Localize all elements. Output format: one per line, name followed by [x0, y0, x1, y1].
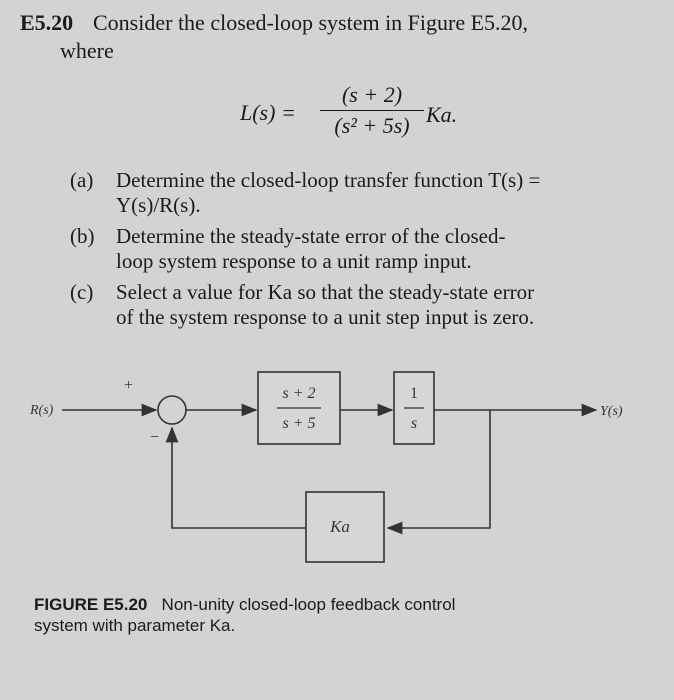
equation-gain: Ka. [426, 102, 458, 127]
block1-numerator: s + 2 [282, 385, 316, 402]
part-text [116, 280, 656, 330]
block2-denominator: s [410, 415, 418, 432]
feedback-block-label: Ka [330, 517, 350, 536]
equation-denominator: (s² + 5s) [334, 113, 410, 138]
part-line: of the system response to a unit step input is zero. [116, 305, 535, 329]
problem-intro: Consider the closed-loop system in Figure E5.20, [93, 10, 529, 35]
part-text [116, 224, 656, 274]
caption-line2: system with parameter Ka. [34, 616, 236, 635]
block2-numerator: 1 [410, 385, 418, 402]
summing-junction [158, 396, 186, 424]
equation-numerator: (s + 2) [320, 82, 424, 111]
figure-id: FIGURE E5.20 [34, 595, 148, 614]
part-line: loop system response to a unit ramp input. [116, 249, 472, 273]
part-label: (b) [70, 224, 95, 248]
part-label: (a) [70, 168, 94, 192]
caption-line1: Non-unity closed-loop feedback control [161, 595, 456, 614]
figure-caption [34, 594, 634, 636]
block1-denominator: s + 5 [282, 415, 316, 432]
part-line: Determine the steady-state error of the closed- [116, 224, 506, 248]
part-label: (c) [70, 280, 94, 304]
block-diagram [0, 360, 674, 580]
problem-where: where [60, 38, 114, 63]
equation-lhs: L(s) = [240, 100, 296, 125]
input-label: R(s) [30, 403, 54, 418]
plus-sign: + [124, 377, 134, 394]
part-line: Y(s)/R(s). [116, 193, 201, 217]
part-line: Determine the closed-loop transfer function T(s) = [116, 168, 541, 192]
equation-fraction [320, 82, 424, 139]
problem-number: E5.20 [20, 10, 74, 35]
output-label: Y(s) [600, 404, 623, 419]
minus-sign: − [150, 429, 160, 446]
part-text [116, 168, 656, 218]
part-line: Select a value for Ka so that the steady-state error [116, 280, 535, 304]
